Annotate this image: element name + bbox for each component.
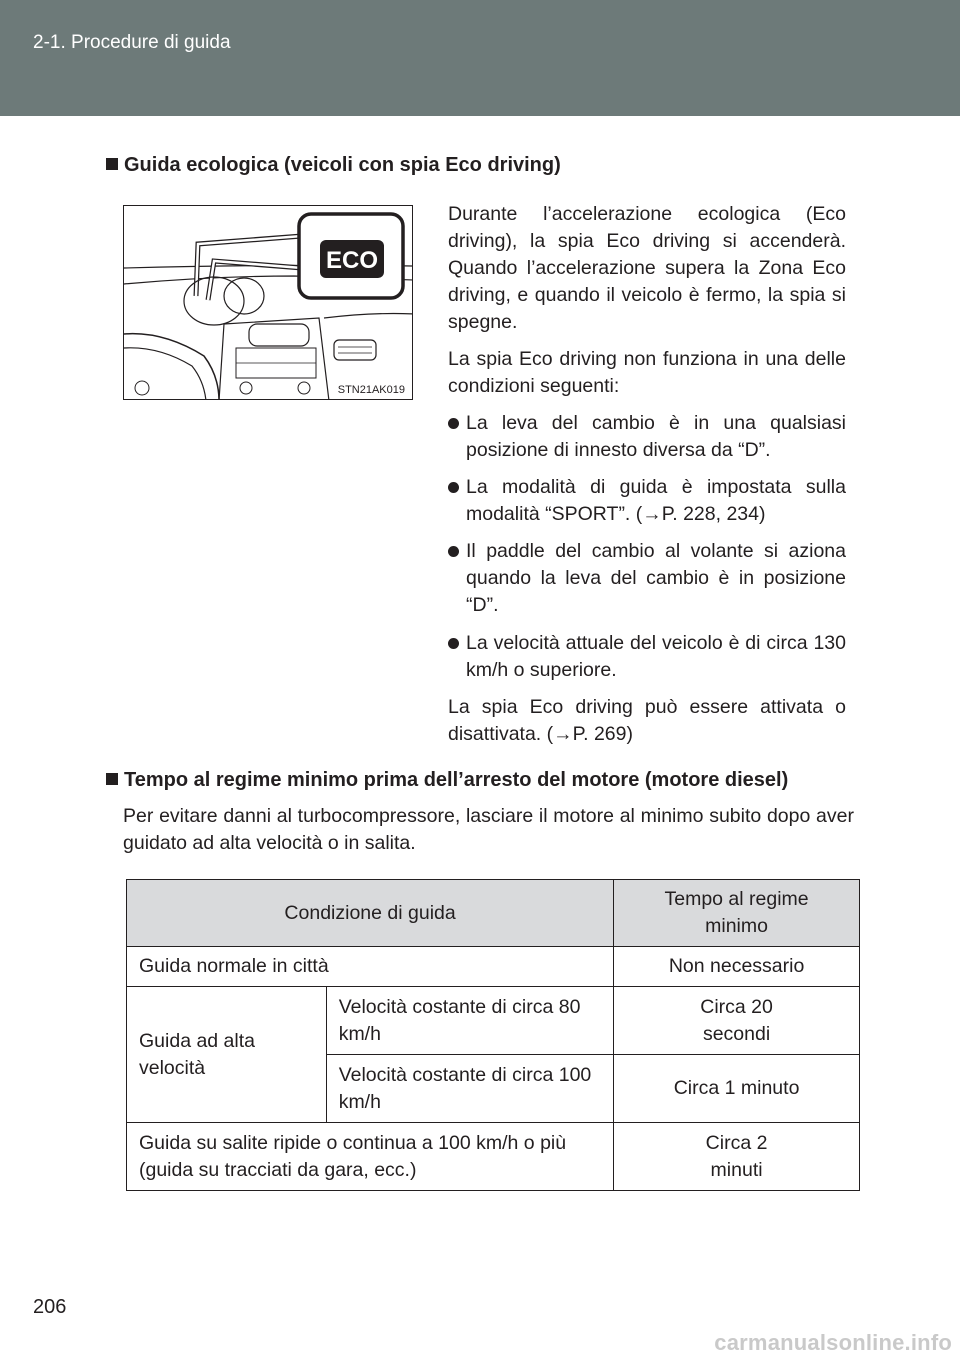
eco-badge-text: ECO (325, 247, 379, 274)
header-condition: Condizione di guida (127, 880, 614, 947)
row2b-time: Circa 1 minuto (614, 1055, 860, 1123)
section-heading-idle-time (106, 769, 788, 792)
figure-code: STN21AK019 (337, 384, 405, 396)
table-row (127, 987, 860, 1055)
eco-conditions-intro: La spia Eco driving non funziona in una delle condizioni seguenti: (448, 348, 846, 397)
row3-time: Circa 2 minuti (614, 1123, 860, 1191)
header-section-title: 2-1. Procedure di guida (33, 32, 231, 53)
heading-text: Guida ecologica (veicoli con spia Eco driving) (124, 154, 561, 176)
page-number: 206 (33, 1296, 67, 1318)
idle-time-table (126, 879, 860, 1191)
list-item (448, 474, 846, 528)
row3-condition: Guida su salite ripide o continua a 100 km/h o più (guida su tracciati da gara, ecc.) (127, 1123, 614, 1191)
list-item-text: La leva del cambio è in una qualsiasi posizione di innesto diversa da “D”. (466, 412, 846, 461)
list-item (448, 410, 846, 464)
row2a-time: Circa 20 secondi (614, 987, 860, 1055)
eco-description: Durante l’accelerazione ecologica (Eco driving), la spia Eco driving si accenderà. Quando l’accelerazione supera la Zona Eco driving, e quando il veicolo è fermo, la spia si spegne. (448, 203, 846, 333)
list-item (448, 630, 846, 684)
row1-condition: Guida normale in città (127, 947, 614, 987)
dashboard-illustration (123, 205, 413, 400)
list-item (448, 538, 846, 619)
list-item-text: La velocità attuale del veicolo è di circa 130 km/h o superiore. (466, 632, 846, 681)
round-bullet-icon (448, 418, 459, 429)
square-bullet-icon (106, 773, 118, 785)
row2b-condition: Velocità costante di circa 100 km/h (326, 1055, 613, 1123)
table-row (127, 1123, 860, 1191)
watermark-text: carmanualsonline.info (714, 1330, 952, 1355)
page-header (0, 0, 960, 116)
round-bullet-icon (448, 546, 459, 557)
eco-toggle-note: La spia Eco driving può essere attivata o disattivata. (→P. 269) (448, 696, 846, 745)
table-row (127, 947, 860, 987)
round-bullet-icon (448, 482, 459, 493)
list-item-text: La modalità di guida è impostata sulla modalità “SPORT”. (→P. 228, 234) (466, 476, 846, 525)
list-item-text: Il paddle del cambio al volante si aziona quando la leva del cambio è in posizione “D”. (466, 540, 846, 616)
row2a-condition: Velocità costante di circa 80 km/h (326, 987, 613, 1055)
row1-time: Non necessario (614, 947, 860, 987)
heading-text: Tempo al regime minimo prima dell’arresto del motore (motore diesel) (124, 769, 789, 791)
header-time: Tempo al regime minimo (614, 880, 860, 947)
table-header-row (127, 880, 860, 947)
dashboard-drawing (124, 206, 413, 400)
section-heading-eco-driving (106, 154, 561, 177)
row2-group: Guida ad alta velocità (127, 987, 327, 1123)
square-bullet-icon (106, 158, 118, 170)
idle-time-description: Per evitare danni al turbocompressore, lasciare il motore al minimo subito dopo aver guidato ad alta velocità o in salita. (123, 805, 854, 854)
round-bullet-icon (448, 638, 459, 649)
